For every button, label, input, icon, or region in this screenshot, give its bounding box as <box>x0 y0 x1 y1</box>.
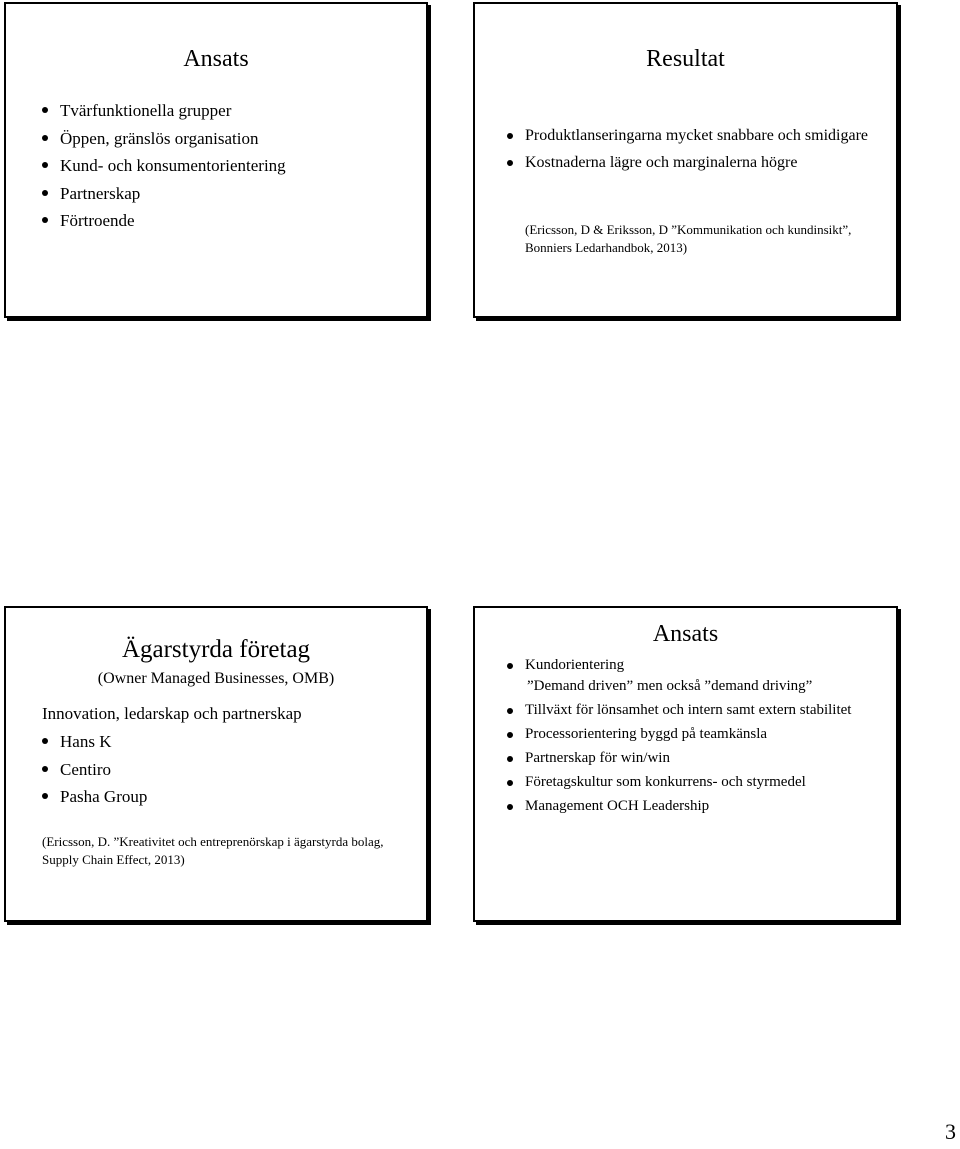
citation-note: (Ericsson, D & Eriksson, D ”Kommunikation och kundinsikt”, Bonniers Ledarhandbok, 2013) <box>525 222 852 255</box>
list-item: Kostnaderna lägre och marginalerna högre <box>507 152 882 174</box>
bullet-icon <box>507 732 513 738</box>
bullet-icon <box>42 217 48 223</box>
list-item: Företagskultur som konkurrens- och styrmedel <box>507 772 882 793</box>
list-item: Tvärfunktionella grupper <box>42 97 412 125</box>
slide-ansats-1 <box>4 2 428 318</box>
list-item: Partnerskap <box>42 180 412 208</box>
bullet-icon <box>42 107 48 113</box>
citation-note: (Ericsson, D. ”Kreativitet och entreprenörskap i ägarstyrda bolag, Supply Chain Effect, 2013) <box>42 834 384 867</box>
bullet-icon <box>507 663 513 669</box>
bullet-icon <box>42 190 48 196</box>
list-item: Kundorientering ”Demand driven” men också ”demand driving” <box>507 655 882 697</box>
slide-title: Ansats <box>652 621 719 647</box>
list-item: Tillväxt för lönsamhet och intern samt extern stabilitet <box>507 700 882 721</box>
bullet-list <box>507 655 882 820</box>
sub-item: ”Demand driven” men också ”demand driving” <box>527 678 813 694</box>
slide-title: Resultat <box>646 46 725 72</box>
page-number: 3 <box>945 1119 956 1144</box>
bullet-icon <box>507 160 513 166</box>
bullet-icon <box>42 162 48 168</box>
slide-title: Ägarstyrda företag <box>121 636 311 663</box>
slide-agarstyrda-foretag <box>4 606 428 922</box>
slide-resultat <box>473 2 898 318</box>
bullet-icon <box>507 804 513 810</box>
slide-lead-text: Innovation, ledarskap och partnerskap <box>42 704 302 723</box>
list-item: Pasha Group <box>42 783 412 811</box>
bullet-icon <box>507 708 513 714</box>
slide-subtitle: (Owner Managed Businesses, OMB) <box>97 670 335 687</box>
bullet-icon <box>42 738 48 744</box>
list-item: Centiro <box>42 756 412 784</box>
bullet-icon <box>507 756 513 762</box>
bullet-icon <box>42 135 48 141</box>
slide-ansats-2 <box>473 606 898 922</box>
list-item: Förtroende <box>42 207 412 235</box>
bullet-icon <box>507 780 513 786</box>
bullet-list <box>507 125 882 179</box>
bullet-icon <box>42 793 48 799</box>
slide-title: Ansats <box>183 46 249 72</box>
bullet-icon <box>42 766 48 772</box>
list-item: Produktlanseringarna mycket snabbare och smidigare <box>507 125 882 147</box>
list-item: Öppen, gränslös organisation <box>42 125 412 153</box>
bullet-list <box>42 728 412 811</box>
list-item: Kund- och konsumentorientering <box>42 152 412 180</box>
list-item: Processorientering byggd på teamkänsla <box>507 724 882 745</box>
bullet-icon <box>507 133 513 139</box>
list-item: Partnerskap för win/win <box>507 748 882 769</box>
list-item: Management OCH Leadership <box>507 796 882 817</box>
bullet-list <box>42 97 412 235</box>
list-item: Hans K <box>42 728 412 756</box>
